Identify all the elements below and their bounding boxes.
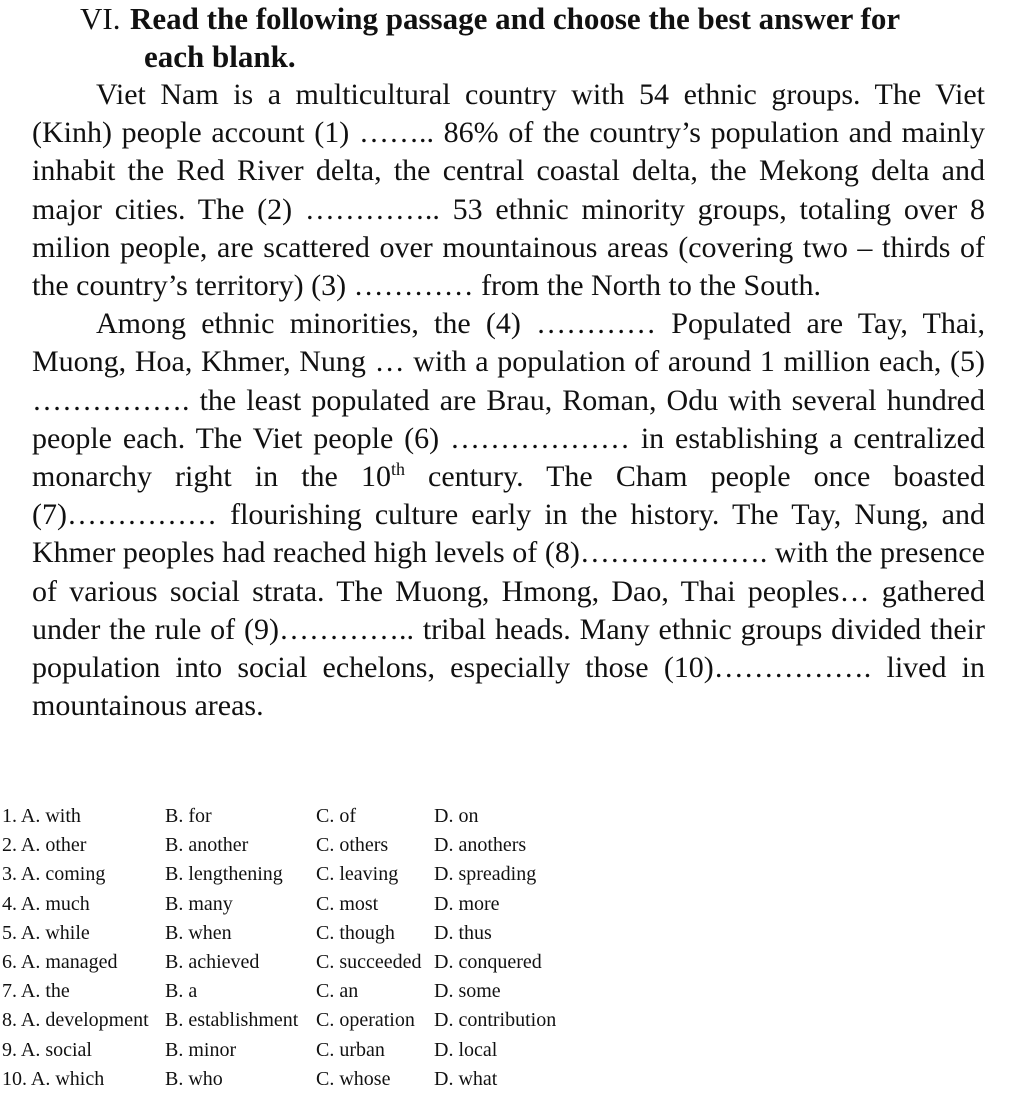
question-option-row: [0, 802, 600, 831]
option-d: D. what: [434, 1067, 498, 1090]
option-c: C. leaving: [316, 863, 399, 886]
option-d: D. thus: [434, 921, 492, 944]
question-option-row: [0, 1065, 600, 1094]
option-c: C. most: [316, 892, 379, 915]
section-title: Read the following passage and choose the best answer for: [130, 1, 901, 36]
question-option-row: [0, 1006, 600, 1035]
option-a: 10. A. which: [2, 1067, 105, 1090]
question-option-row: [0, 919, 600, 948]
option-b: B. lengthening: [165, 863, 283, 886]
option-d: D. on: [434, 805, 479, 827]
option-b: B. for: [165, 805, 212, 827]
option-b: B. achieved: [165, 950, 260, 973]
answer-options-list: [0, 802, 600, 1094]
question-option-row: [0, 948, 600, 977]
option-c: C. of: [316, 805, 356, 827]
ordinal-superscript: th: [390, 459, 405, 480]
option-c: C. though: [316, 921, 395, 944]
option-d: D. some: [434, 980, 501, 1003]
option-c: C. an: [316, 980, 359, 1003]
option-d: D. spreading: [434, 863, 537, 886]
option-b: B. many: [165, 892, 233, 915]
question-option-row: [0, 860, 600, 889]
question-option-row: [0, 831, 600, 860]
option-a: 7. A. the: [2, 980, 70, 1003]
exercise-page: [32, 0, 985, 725]
option-b: B. when: [165, 921, 232, 944]
option-a: 8. A. development: [2, 1009, 149, 1032]
option-c: C. others: [316, 834, 389, 857]
section-title-continued: each blank.: [144, 39, 296, 74]
exercise-heading: [32, 0, 985, 38]
question-option-row: [0, 977, 600, 1006]
option-d: D. anothers: [434, 834, 527, 857]
question-option-row: [0, 1036, 600, 1065]
option-a: 9. A. social: [2, 1038, 92, 1061]
option-b: B. minor: [165, 1038, 237, 1061]
option-d: D. conquered: [434, 950, 542, 973]
option-d: D. contribution: [434, 1009, 557, 1032]
option-a: 6. A. managed: [2, 950, 118, 973]
option-a: 3. A. coming: [2, 863, 106, 886]
passage-paragraph-2: [32, 305, 985, 725]
option-c: C. operation: [316, 1009, 415, 1032]
section-number: VI.: [80, 1, 121, 36]
option-c: C. whose: [316, 1067, 391, 1090]
option-b: B. another: [165, 834, 249, 857]
option-b: B. a: [165, 980, 198, 1003]
option-a: 4. A. much: [2, 892, 90, 915]
option-c: C. urban: [316, 1038, 385, 1061]
option-d: D. local: [434, 1038, 498, 1061]
option-a: 2. A. other: [2, 834, 87, 857]
question-option-row: [0, 890, 600, 919]
passage-text-2b: century. The Cham people once boasted (7)…………… flourishing culture early in the history. The Tay, Nung, and Khmer peoples had reached high levels of (8)………………. with the presence of various social strata. The Muong, Hmong, Dao, Thai peoples… gathered under the rule of (9)………….. tribal heads. Many ethnic groups divided their population into social echelons, especially those (10)……………. lived in mountainous areas.: [32, 460, 985, 723]
option-a: 5. A. while: [2, 921, 90, 944]
option-b: B. who: [165, 1067, 223, 1090]
option-c: C. succeeded: [316, 950, 422, 973]
option-d: D. more: [434, 892, 500, 915]
option-b: B. establishment: [165, 1009, 299, 1032]
passage-paragraph-1: [32, 76, 985, 305]
passage-text-1: Viet Nam is a multicultural country with 54 ethnic groups. The Viet (Kinh) people account (1) …….. 86% of the country’s population and mainly inhabit the Red River delta, the central coastal delta, the Mekong delta and major cities. The (2) ………….. 53 ethnic minority groups, totaling over 8 milion people, are scattered over mountainous areas (covering two – thirds of the country’s territory) (3) ………… from the North to the South.: [32, 78, 985, 303]
option-a: 1. A. with: [2, 805, 81, 827]
passage-text-2a: Among ethnic minorities, the (4) ………… Populated are Tay, Thai, Muong, Hoa, Khmer, Nung … with a population of around 1 million each, (5) ……………. the least populated are Brau, Roman, Odu with several hundred people each. The Viet people (6) ……………… in establishing a centralized monarchy right in the 10: [32, 307, 985, 494]
